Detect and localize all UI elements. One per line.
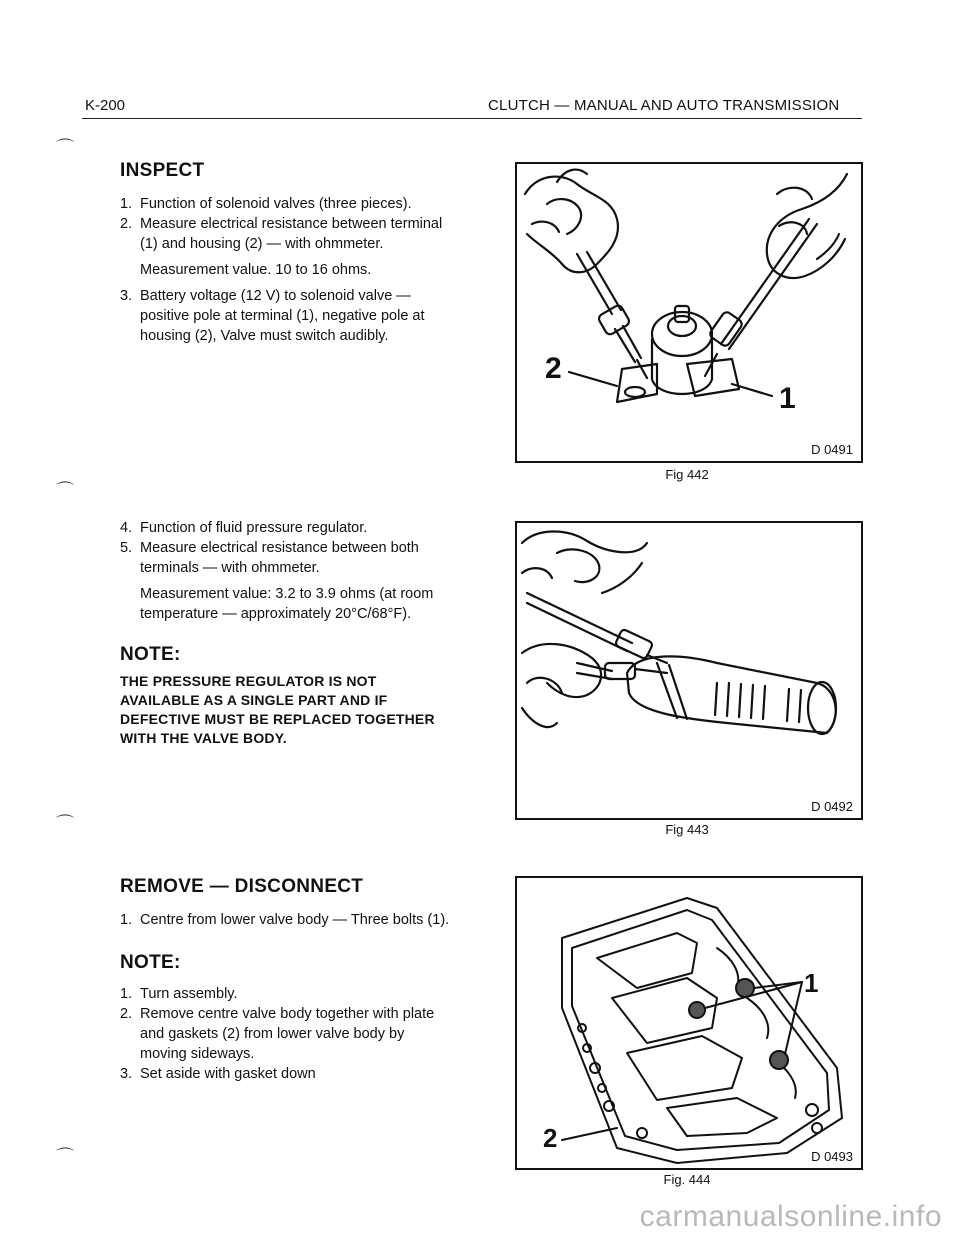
note-body: THE PRESSURE REGULATOR IS NOT AVAILABLE AS A SINGLE PART AND IF DEFECTIVE MUST BE REPLACED TOGETHER WITH THE VALVE BODY. [120,673,435,746]
margin-mark: ⌒ [56,138,74,158]
valve-body-illustration [517,878,861,1168]
callout-2: 2 [545,352,562,385]
step-item: 1. Centre from lower valve body — Three bolts (1). [120,912,450,928]
regulator-section [120,518,450,748]
measurement-value: Measurement value. 10 to 16 ohms. [140,262,372,278]
step-item: 2. Remove centre valve body together with plate and gaskets (2) from lower valve body by moving sideways. [120,1006,435,1062]
figure-442 [515,162,863,463]
figure-444 [515,876,863,1170]
step-item: 1. Turn assembly. [120,986,238,1002]
chapter-title: CLUTCH — MANUAL AND AUTO TRANSMISSION [488,97,840,114]
solenoid-test-illustration [517,164,861,461]
callout-1: 1 [779,382,796,415]
step-item: 3. Set aside with gasket down [120,1066,316,1082]
figure-caption: Fig 443 [665,822,709,837]
step-item: 2. Measure electrical resistance between terminal (1) and housing (2) — with ohmmeter. [120,216,443,252]
figure-code: D 0491 [811,442,853,457]
callout-2: 2 [543,1123,558,1153]
figure-caption: Fig. 444 [663,1172,711,1187]
figure-caption: Fig 442 [665,467,709,482]
note-heading: NOTE: [120,644,181,665]
callout-1: 1 [804,968,819,998]
inspect-steps-cont [120,286,450,346]
figure-code: D 0493 [811,1149,853,1164]
section-heading: INSPECT [120,160,205,181]
step-item: 3. Battery voltage (12 V) to solenoid valve — positive pole at terminal (1), negative pole at housing (2), Valve must switch audibly. [120,288,425,344]
step-item: 1. Function of solenoid valves (three pieces). [120,196,412,212]
margin-mark: ⌒ [56,481,74,501]
figure-443 [515,521,863,820]
figure-code: D 0492 [811,799,853,814]
step-item: 4. Function of fluid pressure regulator. [120,520,368,536]
regulator-steps [120,518,450,578]
inspect-section [120,160,450,346]
pressure-regulator-illustration [517,523,861,818]
note-steps [120,984,450,1084]
inspect-steps [120,194,450,254]
step-item: 5. Measure electrical resistance between both terminals — with ohmmeter. [120,540,419,576]
measurement-value: Measurement value: 3.2 to 3.9 ohms (at room temperature — approximately 20°C/68°F). [140,586,434,622]
remove-section [120,876,450,1084]
remove-steps [120,910,450,930]
section-heading: REMOVE — DISCONNECT [120,876,364,897]
margin-mark: ⌒ [56,1147,74,1167]
page-number: K-200 [85,97,126,114]
note-heading: NOTE: [120,952,181,973]
margin-mark: ⌒ [56,814,74,834]
watermark: carmanualsonline.info [639,1200,942,1233]
header-rule [82,118,862,119]
